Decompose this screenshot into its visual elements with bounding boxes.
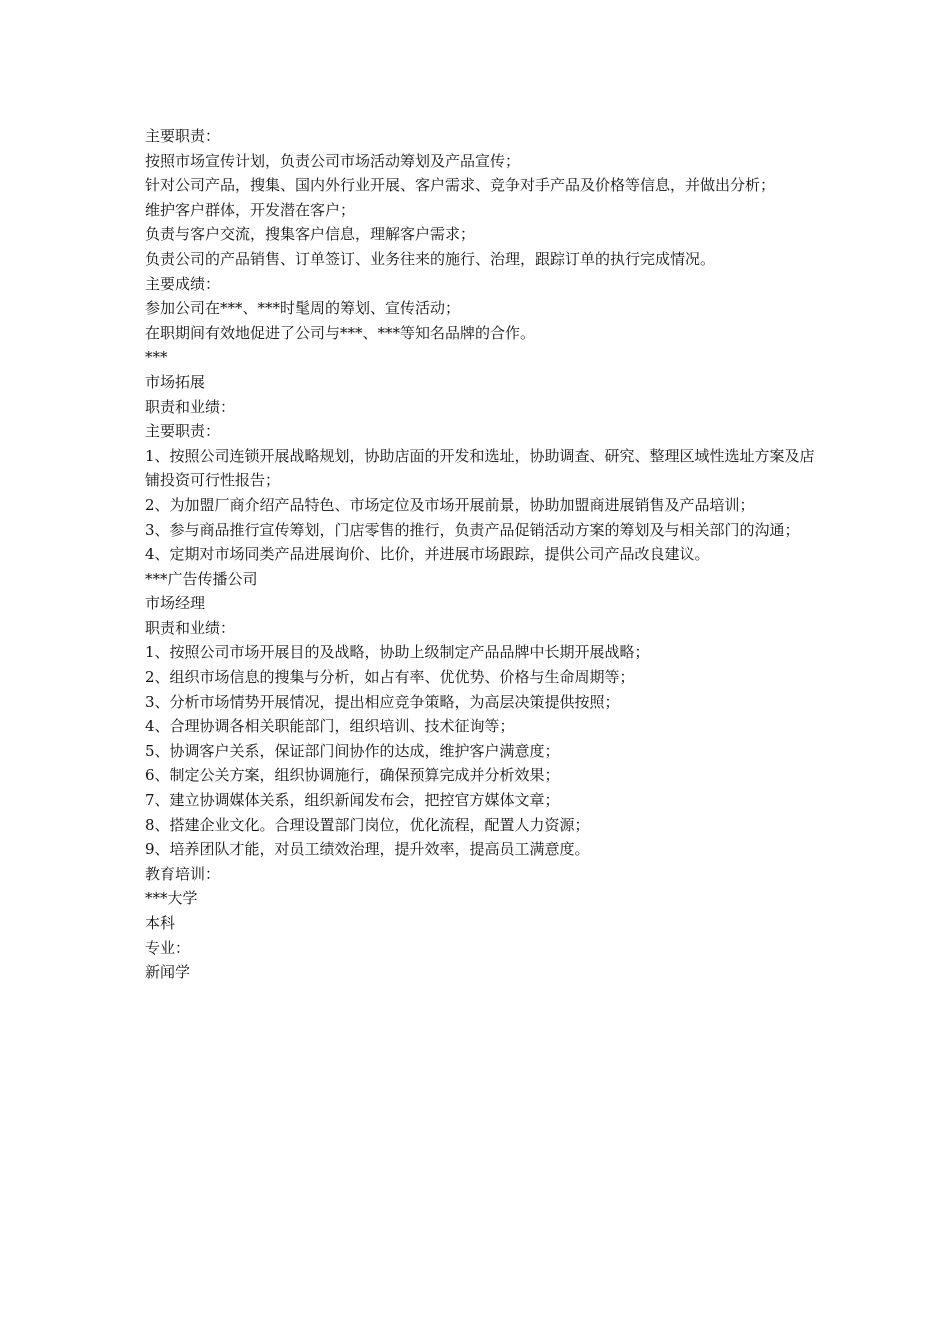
duty-item: 4、定期对市场同类产品进展询价、比价，并进展市场跟踪，提供公司产品改良建议。 bbox=[145, 545, 710, 564]
duty-item: 6、制定公关方案，组织协调施行，确保预算完成并分析效果； bbox=[145, 766, 560, 785]
achievement-item: 在职期间有效地促进了公司与***、***等知名品牌的合作。 bbox=[145, 323, 536, 342]
degree: 本科 bbox=[145, 914, 176, 932]
duty-item: 4、合理协调各相关职能部门，组织培训、技术征询等； bbox=[145, 717, 515, 736]
duty-item: 9、培养团队才能，对员工绩效治理，提升效率，提高员工满意度。 bbox=[145, 840, 590, 859]
school-name: ***大学 bbox=[145, 889, 198, 908]
duty-item: 7、建立协调媒体关系，组织新闻发布会，把控官方媒体文章； bbox=[145, 791, 560, 810]
duty-item: 8、搭建企业文化。合理设置部门岗位，优化流程，配置人力资源； bbox=[145, 815, 590, 834]
duty-item: 1、按照公司连锁开展战略规划，协助店面的开发和选址，协助调查、研究、整理区域性选址方案及店铺投资可行性报告； bbox=[145, 446, 815, 490]
heading-duties-performance: 职责和业绩： bbox=[145, 618, 236, 637]
duty-item: 3、分析市场情势开展情况，提出相应竞争策略，为高层决策提供按照； bbox=[145, 692, 620, 711]
heading-duties-performance: 职责和业绩： bbox=[145, 397, 236, 416]
duty-item: 2、为加盟厂商介绍产品特色、市场定位及市场开展前景，协助加盟商进展销售及产品培训； bbox=[145, 495, 755, 514]
duty-item: 2、组织市场信息的搜集与分析，如占有率、优优势、价格与生命周期等； bbox=[145, 668, 635, 687]
duty-item: 按照市场宣传计划，负责公司市场活动筹划及产品宣传； bbox=[145, 151, 521, 170]
duty-item: 维护客户群体，开发潜在客户； bbox=[145, 200, 356, 219]
major-value: 新闻学 bbox=[145, 963, 191, 982]
achievement-item: 参加公司在***、***时髦周的筹划、宣传活动； bbox=[145, 299, 461, 318]
heading-main-duties: 主要职责： bbox=[145, 127, 221, 145]
heading-major: 专业： bbox=[145, 938, 191, 957]
job-title: 市场拓展 bbox=[145, 372, 206, 391]
heading-main-duties: 主要职责： bbox=[145, 422, 221, 441]
duty-item: 负责与客户交流，搜集客户信息，理解客户需求； bbox=[145, 225, 476, 244]
duty-item: 负责公司的产品销售、订单签订、业务往来的施行、治理，跟踪订单的执行完成情况。 bbox=[145, 249, 716, 268]
duty-item: 针对公司产品，搜集、国内外行业开展、客户需求、竞争对手产品及价格等信息，并做出分析； bbox=[145, 176, 776, 195]
heading-education: 教育培训： bbox=[145, 864, 221, 883]
document-body bbox=[145, 124, 825, 985]
company-name: *** bbox=[145, 348, 168, 367]
duty-item: 1、按照公司市场开展目的及战略，协助上级制定产品品牌中长期开展战略； bbox=[145, 643, 650, 662]
duty-item: 3、参与商品推行宣传筹划，门店零售的推行，负责产品促销活动方案的筹划及与相关部门的沟通； bbox=[145, 520, 800, 539]
company-name: ***广告传播公司 bbox=[145, 569, 258, 588]
job-title: 市场经理 bbox=[145, 594, 206, 613]
duty-item: 5、协调客户关系，保证部门间协作的达成，维护客户满意度； bbox=[145, 741, 560, 760]
heading-main-achievements: 主要成绩： bbox=[145, 274, 221, 293]
